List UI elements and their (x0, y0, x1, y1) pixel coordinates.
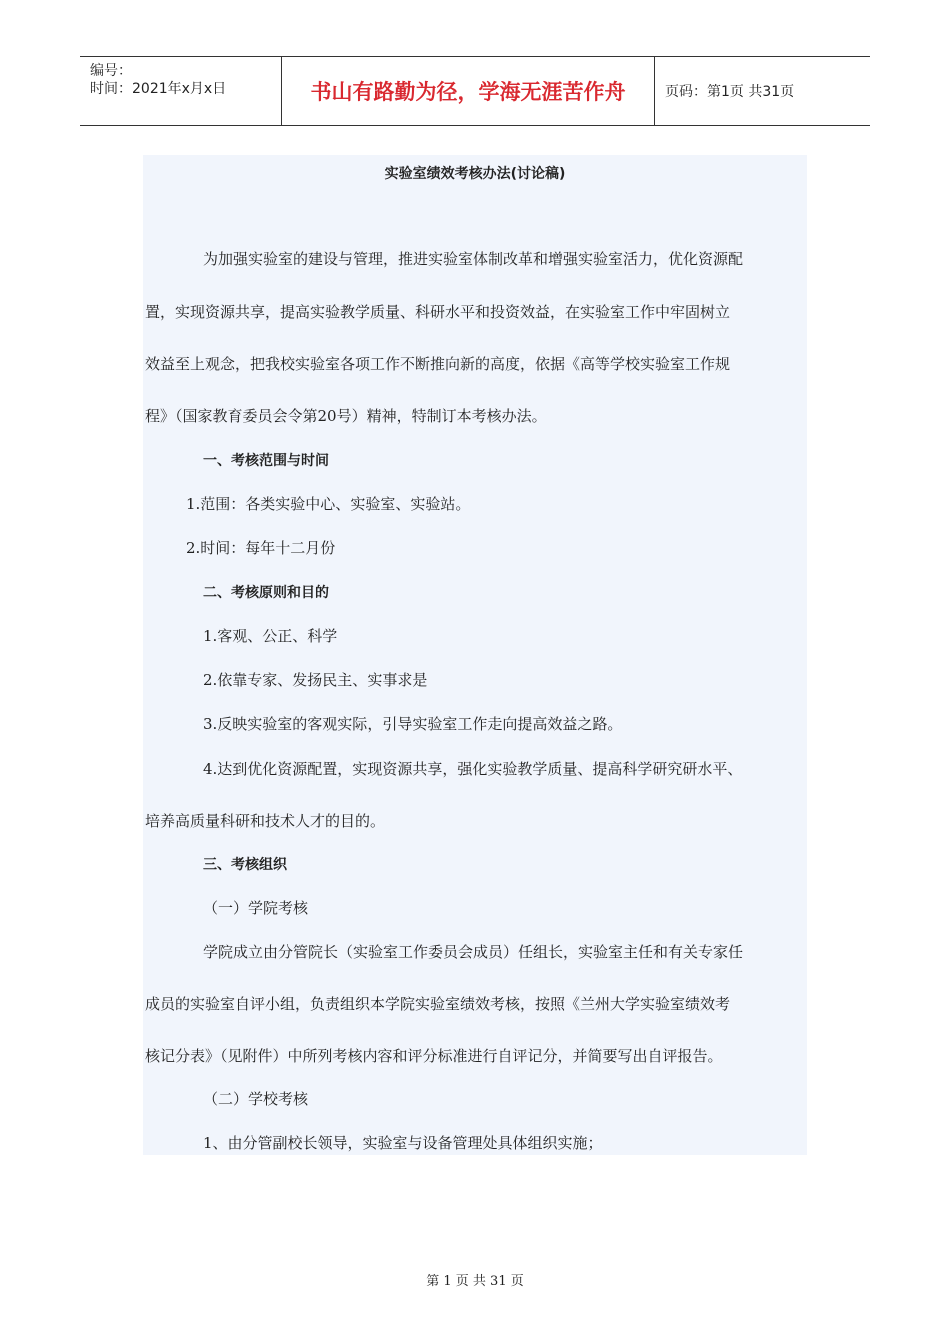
document-title: 实验室绩效考核办法(讨论稿) (384, 166, 566, 182)
intro-line: 程》（国家教育委员会令第20号）精神，特制订本考核办法。 (145, 407, 547, 425)
number-label: 编号： (90, 63, 132, 79)
list-item: 培养高质量科研和技术人才的目的。 (145, 812, 386, 830)
list-item: 2.依靠专家、发扬民主、实事求是 (203, 671, 428, 689)
section-heading: 一、考核范围与时间 (203, 453, 329, 469)
paragraph-line: 学院成立由分管院长（实验室工作委员会成员）任组长，实验室主任和有关专家任 (203, 943, 744, 961)
document-body (143, 155, 807, 1155)
page-footer: 第 1 页 共 31 页 (426, 1274, 524, 1289)
list-item: 1.范围：各类实验中心、实验室、实验站。 (186, 495, 471, 513)
subsection-heading: （二）学校考核 (203, 1090, 309, 1108)
page-label: 页码：第1页 共31页 (665, 84, 795, 100)
intro-line: 置，实现资源共享，提高实验教学质量、科研水平和投资效益，在实验室工作中牢固树立 (145, 303, 731, 321)
motto: 书山有路勤为径，学海无涯苦作舟 (282, 57, 655, 125)
list-item: 1.客观、公正、科学 (203, 627, 338, 645)
paragraph-line: 1、由分管副校长领导，实验室与设备管理处具体组织实施； (203, 1134, 603, 1152)
page-header (80, 56, 870, 126)
intro-line: 效益至上观念，把我校实验室各项工作不断推向新的高度，依据《高等学校实验室工作规 (145, 355, 731, 373)
list-item: 3.反映实验室的客观实际，引导实验室工作走向提高效益之路。 (203, 715, 623, 733)
date-label: 时间：2021年x月x日 (90, 81, 227, 97)
list-item: 4.达到优化资源配置，实现资源共享，强化实验教学质量、提高科学研究研水平、 (203, 760, 743, 778)
header-info (80, 57, 282, 125)
intro-line: 为加强实验室的建设与管理，推进实验室体制改革和增强实验室活力，优化资源配 (203, 250, 744, 268)
section-heading: 三、考核组织 (203, 857, 287, 873)
paragraph-line: 成员的实验室自评小组，负责组织本学院实验室绩效考核，按照《兰州大学实验室绩效考 (145, 995, 731, 1013)
paragraph-line: 核记分表》（见附件）中所列考核内容和评分标准进行自评记分，并简要写出自评报告。 (145, 1047, 723, 1065)
section-heading: 二、考核原则和目的 (203, 585, 329, 601)
list-item: 2.时间：每年十二月份 (186, 539, 336, 557)
subsection-heading: （一）学院考核 (203, 899, 309, 917)
